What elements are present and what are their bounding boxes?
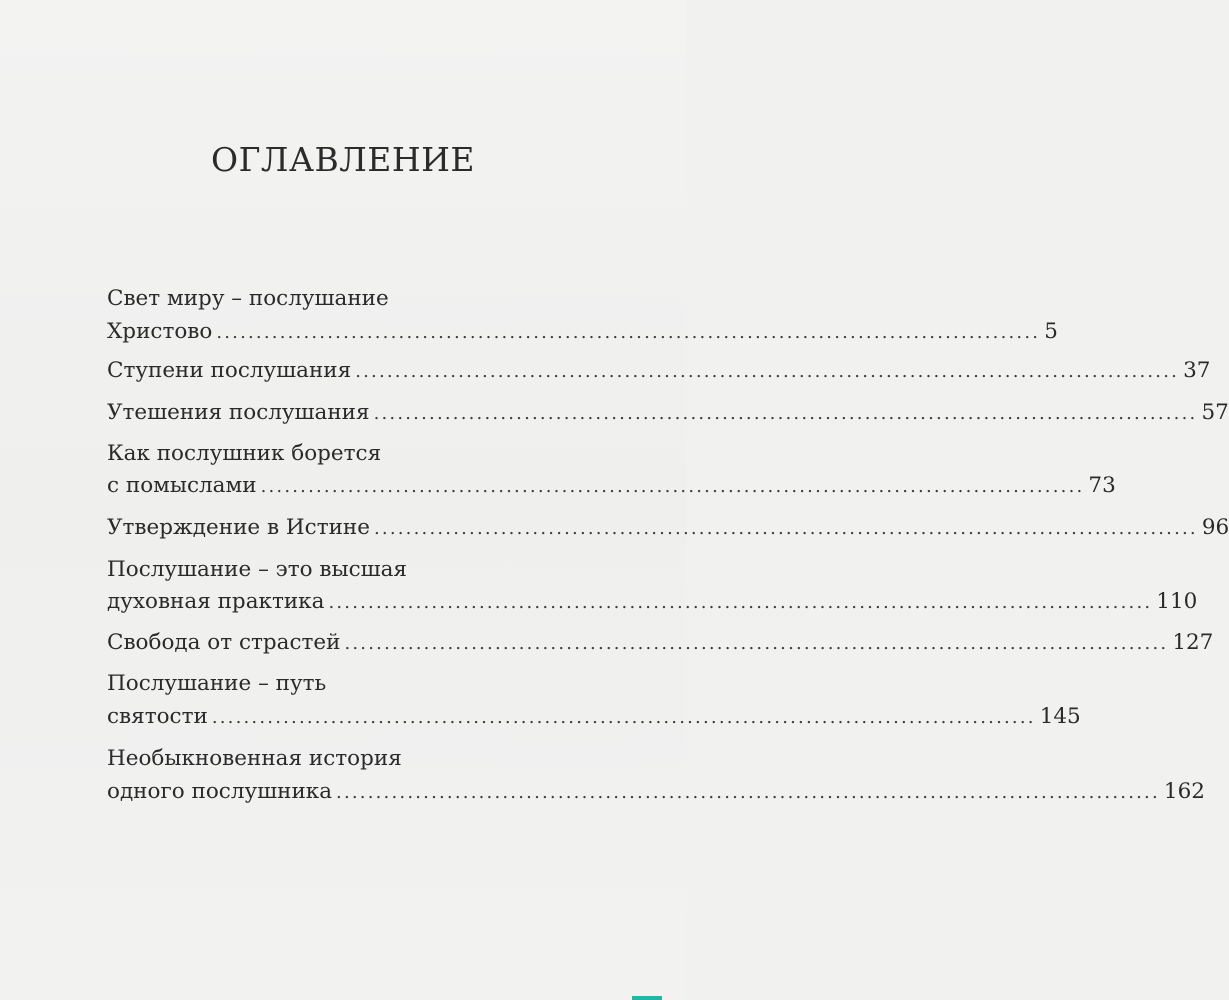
toc-entry-title: Послушание – путь: [107, 671, 327, 696]
toc-page-number: 162: [1163, 779, 1205, 804]
toc-entry-line[interactable]: [107, 352, 1211, 389]
toc-page-number: 57: [1201, 400, 1229, 425]
dot-leader: ........................................................................................................: [260, 476, 1085, 497]
toc-entry-title: с помыслами: [107, 473, 257, 498]
toc-page-number: 5: [1044, 319, 1058, 344]
toc-entry-title: Христово: [107, 319, 213, 344]
toc-page-number: 37: [1183, 358, 1211, 383]
toc-entry-line: [107, 740, 579, 777]
dot-leader: ........................................................................................................: [355, 361, 1180, 382]
page-title: ОГЛАВЛЕНИЕ: [211, 140, 475, 179]
toc-page-number: 127: [1172, 630, 1214, 655]
toc-page-number: 110: [1156, 589, 1198, 614]
dot-leader: ........................................................................................................: [373, 403, 1198, 424]
toc-entry-line[interactable]: [107, 698, 1081, 735]
toc-entry-title: Свет миру – послушание: [107, 286, 389, 311]
toc-page-number: 73: [1088, 473, 1116, 498]
toc-entry-title: святости: [107, 704, 208, 729]
toc-page-number: 145: [1039, 704, 1081, 729]
toc-entry-title: духовная практика: [107, 589, 325, 614]
toc-entry-line: [107, 665, 579, 702]
dot-leader: ........................................................................................................: [336, 782, 1160, 803]
toc-entry-title: Утешения послушания: [107, 400, 370, 425]
toc-entry-title: Необыкновенная история: [107, 746, 402, 771]
dot-leader: ........................................................................................................: [328, 592, 1153, 613]
page-edge-mark: [632, 996, 662, 1000]
toc-entry-line[interactable]: [107, 509, 1229, 546]
toc-entry-line[interactable]: [107, 313, 1058, 350]
toc-entry-title: Послушание – это высшая: [107, 557, 407, 582]
toc-entry-line[interactable]: [107, 394, 1229, 431]
toc-entry-line[interactable]: [107, 467, 1116, 504]
dot-leader: ........................................................................................................: [344, 633, 1169, 654]
toc-entry-title: Утверждение в Истине: [107, 515, 370, 540]
toc-entry-line[interactable]: [107, 624, 1214, 661]
dot-leader: ........................................................................................................: [211, 707, 1036, 728]
dot-leader: ........................................................................................................: [216, 322, 1041, 343]
table-of-contents: [107, 0, 1229, 1000]
dot-leader: ........................................................................................................: [374, 518, 1198, 539]
toc-entry-line[interactable]: [107, 583, 1198, 620]
toc-entry-line[interactable]: [107, 773, 1205, 810]
toc-entry-title: Свобода от страстей: [107, 630, 341, 655]
toc-entry-line: [107, 280, 579, 317]
toc-entry-title: одного послушника: [107, 779, 333, 804]
toc-page-number: 96: [1201, 515, 1229, 540]
toc-entry-title: Ступени послушания: [107, 358, 352, 383]
toc-entry-title: Как послушник борется: [107, 441, 382, 466]
